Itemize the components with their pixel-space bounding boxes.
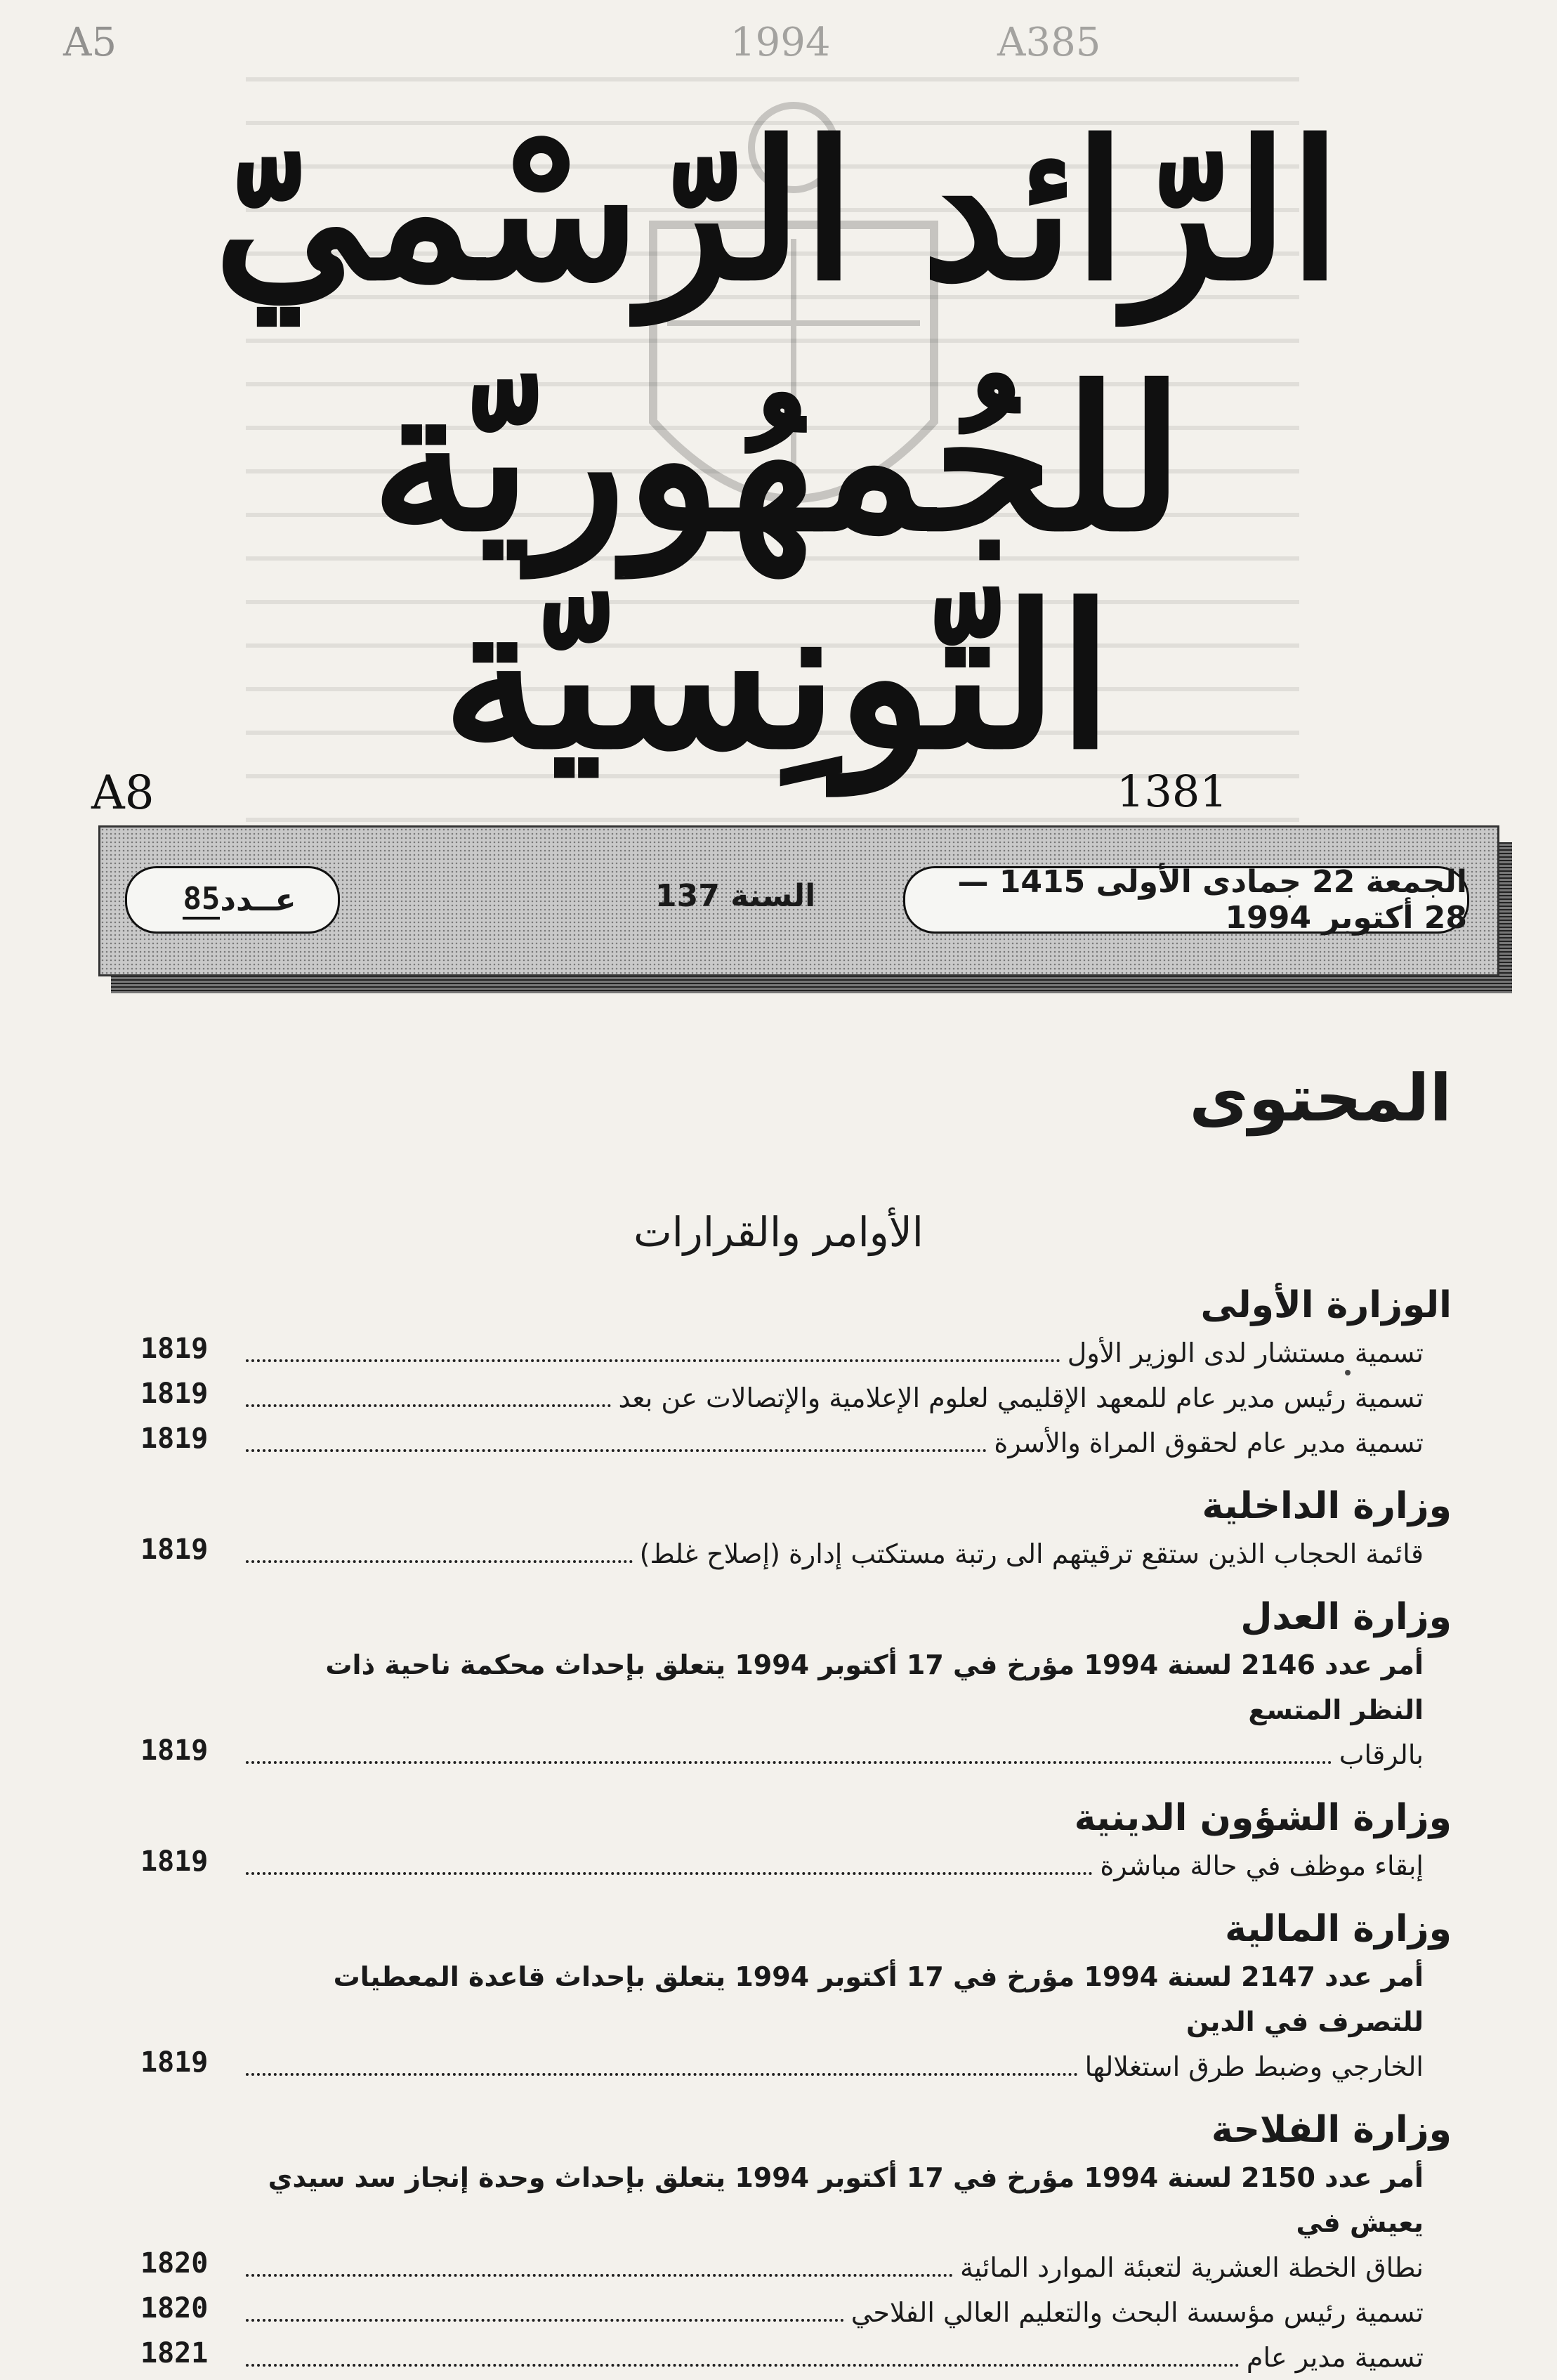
entry-text: تسمية رئيس مؤسسة البحث والتعليم العالي الفلاحي <box>850 2297 1424 2328</box>
issue-number: 85 <box>183 881 220 920</box>
banner-plate <box>98 825 1499 976</box>
page-number: 1820 <box>140 2247 209 2280</box>
issue-date: الجمعة 22 جمادى الأولى 1415 — 28 أكتوبر 1994 <box>903 866 1469 934</box>
entry-text-line-1: أمر عدد 2147 لسنة 1994 مؤرخ في 17 أكتوبر 1994 يتعلق بإحداث قاعدة المعطيات للتصرف في الدين <box>333 1961 1424 2037</box>
ministry-heading: وزارة الداخلية <box>1202 1485 1452 1527</box>
dot-leader <box>246 1449 987 1452</box>
issue-banner <box>98 825 1499 976</box>
dot-leader <box>246 1404 611 1407</box>
page-number: 1821 <box>140 2337 209 2369</box>
entry-text: تسمية رئيس مدير عام للمعهد الإقليمي لعلوم الإعلامية والإتصالات عن بعد <box>618 1382 1424 1413</box>
entry-text-line-1: أمر عدد 2146 لسنة 1994 مؤرخ في 17 أكتوبر 1994 يتعلق بإحداث محكمة ناحية ذات النظر المتسع <box>325 1649 1424 1725</box>
masthead-line-2: للجُمهُوريّة التّونِسيّة <box>371 344 1184 793</box>
page-number: 1819 <box>140 1423 209 1455</box>
page-number: 1819 <box>140 1734 209 1767</box>
toc-entry[interactable] <box>140 1531 1452 1576</box>
ministry-heading: وزارة المالية <box>1225 1908 1452 1950</box>
toc-entry[interactable] <box>140 2290 1452 2335</box>
toc-entry[interactable] <box>140 1375 1452 1420</box>
page-number: 1820 <box>140 2292 209 2325</box>
ministry-heading: وزارة العدل <box>1240 1596 1452 1638</box>
contents-title: المحتوى <box>1189 1061 1452 1136</box>
toc-entry[interactable] <box>140 2335 1452 2380</box>
toc-entry[interactable] <box>140 1843 1452 1888</box>
dot-leader <box>246 1560 633 1563</box>
ministry-heading: وزارة الفلاحة <box>1211 2109 1452 2151</box>
dot-leader <box>246 1359 1060 1362</box>
stray-mark <box>1345 1370 1351 1375</box>
masthead-line-1: الرّائد الرّسْميّ <box>213 99 1341 322</box>
handwritten-issue-ref: 1381 <box>1117 766 1228 817</box>
dot-leader <box>246 2073 1078 2076</box>
issue-year: السنة 137 <box>655 878 816 914</box>
entry-text: تسمية مدير عام لحقوق المراة والأسرة <box>994 1427 1424 1458</box>
page-number: 1819 <box>140 2046 209 2079</box>
page-number: 1819 <box>140 1845 209 1878</box>
handwritten-mark-top-middle-2: A385 <box>997 20 1101 65</box>
entry-text: تسمية مستشار لدى الوزير الأول <box>1067 1338 1424 1368</box>
dot-leader <box>246 2319 844 2322</box>
entry-text: تسمية مدير عام <box>1246 2342 1424 2373</box>
page-number: 1819 <box>140 1378 209 1410</box>
dot-leader <box>246 1872 1093 1875</box>
dot-leader <box>246 2274 953 2277</box>
toc-entry[interactable] <box>140 1420 1452 1465</box>
toc-entry[interactable] <box>140 1642 1452 1777</box>
issue-number-box <box>125 866 340 934</box>
entry-text: بالرقاب <box>1339 1739 1424 1770</box>
handwritten-mark-top-left: A5 <box>63 20 117 65</box>
toc-entry[interactable] <box>140 2155 1452 2290</box>
dot-leader <box>246 2364 1240 2367</box>
entry-text: الخارجي وضبط طرق استغلالها <box>1084 2051 1424 2082</box>
entry-text: إبقاء موظف في حالة مباشرة <box>1100 1850 1424 1881</box>
table-of-contents <box>140 1264 1452 2380</box>
page-number: 1819 <box>140 1534 209 1566</box>
ministry-heading: وزارة الشؤون الدينية <box>1074 1797 1452 1839</box>
entry-text: نطاق الخطة العشرية لتعبئة الموارد المائية <box>959 2252 1424 2283</box>
handwritten-mark-top-middle: 1994 <box>730 20 831 65</box>
dot-leader <box>246 1761 1332 1764</box>
toc-entry[interactable] <box>140 1954 1452 2089</box>
section-title: الأوامر والقرارات <box>633 1208 924 1256</box>
entry-text-line-1: أمر عدد 2150 لسنة 1994 مؤرخ في 17 أكتوبر 1994 يتعلق بإحداث وحدة إنجاز سد سيدي يعيش في <box>268 2162 1424 2238</box>
ministry-heading: الوزارة الأولى <box>1200 1284 1452 1326</box>
handwritten-margin-mark: A8 <box>91 766 155 820</box>
page-number: 1819 <box>140 1333 209 1365</box>
issue-label: عــدد <box>220 882 296 918</box>
toc-entry[interactable] <box>140 1330 1452 1375</box>
entry-text: قائمة الحجاب الذين ستقع ترقيتهم الى رتبة مستكتب إدارة (إصلاح غلط) <box>639 1538 1424 1569</box>
